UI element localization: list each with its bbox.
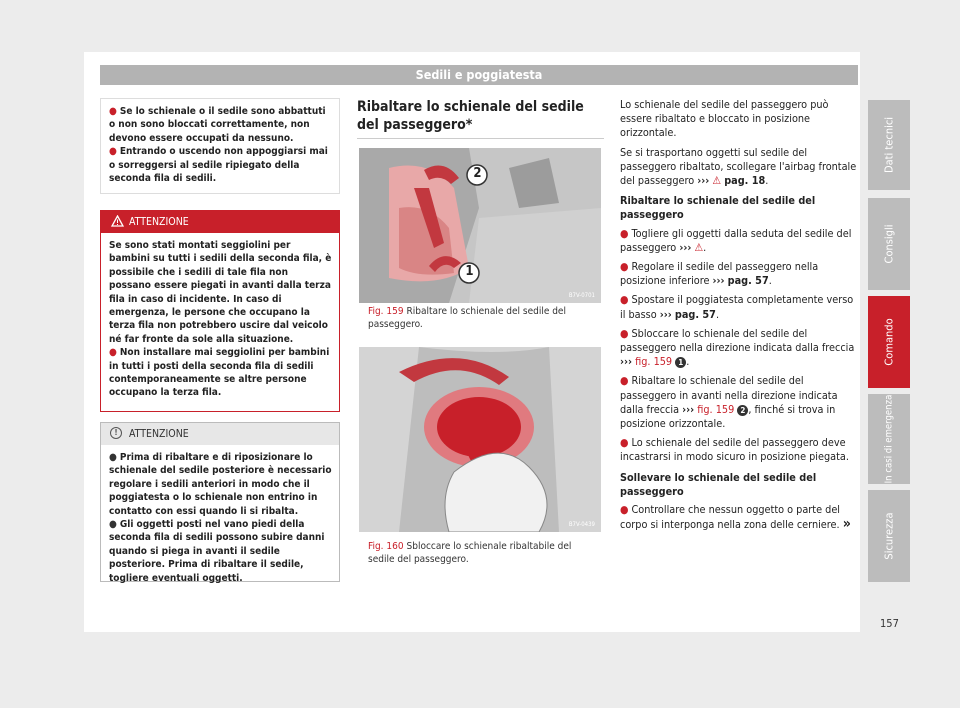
page-header: Sedili e poggiatesta — [100, 65, 858, 85]
callout-2-label: 2 — [473, 166, 482, 181]
list-item: ● Togliere gli oggetti dalla seduta del sedile del passeggero ››› ⚠. — [620, 226, 852, 254]
list-item: ● Sbloccare lo schienale del sedile del passeggero nella direzione indicata dalla freccia ››› fig. 159 1 . — [620, 326, 855, 369]
note-bullet: ● Gli oggetti posti nel vano piedi della seconda fila di sedili possono subire danni quando si piega in avanti il sedile posteriore. Prima di ribaltare il sedile, togliere eventuali oggetti. — [109, 519, 325, 584]
page-number: 157 — [880, 617, 899, 630]
warning-box — [100, 210, 340, 412]
list-item: ● Lo schienale del sedile del passeggero deve incastrarsi in modo sicuro in posizione piegata. — [620, 436, 849, 464]
list-item: ● Ribaltare lo schienale del sedile del passeggero in avanti nella direzione indicata dalla freccia ››› fig. 159 2 , finché si trova in posizione orizzontale. — [620, 374, 838, 431]
tab-dati-tecnici[interactable]: Dati tecnici — [868, 100, 910, 190]
tab-comando[interactable]: Comando — [868, 296, 910, 388]
note-title: ! ATTENZIONE — [101, 423, 339, 445]
list-item: ● Controllare che nessun oggetto o parte del corpo si interponga nella zona delle cerniere. » — [620, 503, 851, 533]
info-circle-icon: ! — [110, 427, 122, 439]
warning-triangle-icon: ⚠ — [694, 240, 704, 254]
paragraph: Lo schienale del sedile del passeggero può essere ribaltato e bloccato in posizione orizzontale. — [620, 98, 829, 140]
figure-caption: Fig. 160 Sbloccare lo schienale ribaltabile del sedile del passeggero. — [368, 541, 572, 565]
warning-bullet: Se sono stati montati seggiolini per bambini su tutti i sedili della seconda fila, è possibile che i sedili di tale fila non possano essere piegati in avanti dalla terza fila in caso di incidente. In caso di emergenza, le persone che occupano la terza fila non potrebbero uscire dal veicolo né far fronte da sole alla situazione. — [109, 240, 332, 345]
info-bullet: ● Se lo schienale o il sedile sono abbattuti o non sono bloccati correttamente, non devono essere occupati da nessuno. — [109, 106, 326, 144]
warning-triangle-icon — [111, 215, 124, 227]
note-bullet: ● Prima di ribaltare e di riposizionare lo schienale del sedile posteriore è necessario regolare i sedili anteriori in modo che il poggiatesta o lo schienale non entrino in contatto con essi quando li si ribalta. — [109, 452, 332, 517]
divider — [357, 138, 604, 139]
figure-caption: Fig. 159 Ribaltare lo schienale del sedile del passeggero. — [368, 306, 566, 330]
list-item: ● Regolare il sedile del passeggero nella posizione inferiore ››› pag. 57. — [620, 260, 819, 288]
subheading: Sollevare lo schienale del sedile del passeggero — [620, 470, 817, 498]
list-item: ● Spostare il poggiatesta completamente verso il basso ››› pag. 57. — [620, 293, 854, 321]
info-bullet: ● Entrando o uscendo non appoggiarsi mai o sorreggersi al sedile ripiegato della seconda fila di sedili. — [109, 146, 328, 185]
tab-emergenza[interactable]: In casi di emergenza — [868, 394, 910, 484]
paragraph: Se si trasportano oggetti sul sedile del passeggero ribaltato, scollegare l'airbag frontale del passeggero ››› ⚠ pag. 18. — [620, 145, 857, 188]
callout-1-label: 1 — [465, 264, 474, 279]
warning-bullet: ● Non installare mai seggiolini per bambini in tutti i posti della seconda fila di sedili contemporaneamente se altre persone occupano la terza fila. — [109, 347, 330, 399]
info-box — [100, 98, 340, 194]
section-title: Ribaltare lo schienale del sedile del passeggero* — [357, 99, 584, 133]
subheading: Ribaltare lo schienale del sedile del passeggero — [620, 194, 816, 222]
figure-code: B7V-0701 — [568, 292, 595, 299]
warning-title: ATTENZIONE — [101, 211, 339, 233]
figure-code: B7V-0439 — [568, 521, 595, 528]
lever-illustration — [359, 347, 601, 532]
tab-consigli[interactable]: Consigli — [868, 198, 910, 290]
figure-unlock — [359, 347, 601, 532]
continue-arrow-icon: » — [842, 516, 851, 533]
figure-seat-fold — [359, 148, 601, 303]
airbag-icon: ⚠ — [712, 174, 722, 188]
tab-sicurezza[interactable]: Sicurezza — [868, 490, 910, 582]
note-box — [100, 422, 340, 582]
body-text — [620, 98, 860, 537]
